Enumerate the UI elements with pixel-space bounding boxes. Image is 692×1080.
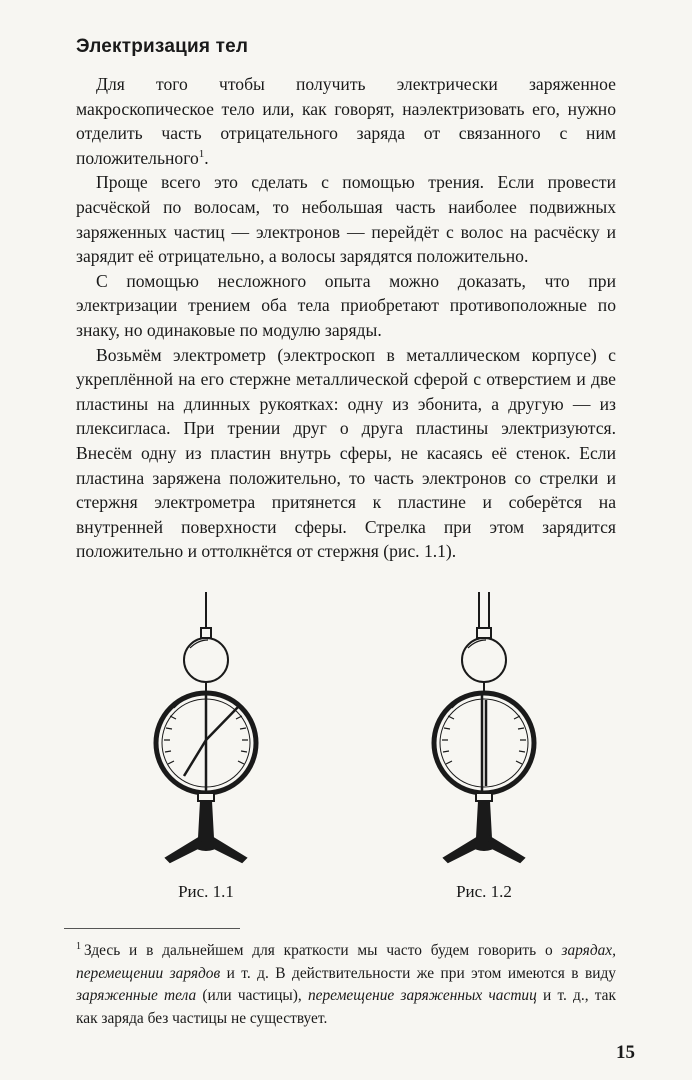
footnote-segment-6: перемещение заряженных частиц xyxy=(307,987,537,1005)
footnote-mark: 1 xyxy=(76,941,81,952)
page-number: 15 xyxy=(616,1042,635,1063)
footnote-segment-3: и т. д. В действительности же при этом имеются в виду xyxy=(220,964,616,982)
footnote-segment-1: Здесь и в дальнейшем для краткости мы часто будем говорить о xyxy=(84,942,562,960)
paragraph-2: Проще всего это сделать с помощью трения. Если провести расчёской по волосам, то небольшая часть наиболее подвижных заряженных частиц — электронов — перейдёт с волос на расчёску и зарядит её отрицательно, а волосы зарядятся положительно. xyxy=(76,172,616,267)
figure-1-2-caption: Рис. 1.2 xyxy=(456,882,512,901)
figure-1-2 xyxy=(424,588,544,888)
paragraph-4: Возьмём электрометр (электроскоп в металлическом корпусе) с укреплённой на его стержне металлической сферой с отверстием и две пластины на длинных рукоятках: одну из эбонита, а другую — из плексигласа. При трении друг о друга пластины электризуются. Внесём одну из пластин внутрь сферы, не касаясь её стенок. Если пластина заряжена положительно, то часть электронов со стрелки и стержня электрометра притянется к пластине и соберётся на внутренней поверхности сферы. Стрелка при этом зарядится положительно и оттолкнётся от стержня (рис. 1.1). xyxy=(76,344,616,562)
body-text xyxy=(76,72,616,564)
footnote-segment-7: и т. д., так как заряда без частицы не существует. xyxy=(76,987,616,1027)
paragraph-1: Для того чтобы получить электрически заряженное макроскопическое тело или, как говорят, наэлектризовать его, нужно отделить часть отрицательного заряда от связанного с ним положительного$^1$. xyxy=(76,74,616,168)
figure-1-1 xyxy=(146,588,266,888)
footnote-divider xyxy=(64,928,240,929)
footnote-segment-5: (или частицы), xyxy=(196,987,308,1005)
footnote xyxy=(76,936,616,1030)
footnote-reference[interactable]: 1 xyxy=(198,147,205,160)
footnote-segment-2: зарядах, перемещении зарядов xyxy=(76,942,616,982)
footnote-segment-4: заряженные тела xyxy=(76,987,197,1005)
paragraph-3: С помощью несложного опыта можно доказать, что при электризации трением оба тела приобретают противоположные по знаку, но одинаковые по модулю заряды. xyxy=(76,270,616,340)
figure-1-1-caption: Рис. 1.1 xyxy=(178,882,234,901)
electrometer-neutral-illustration xyxy=(424,588,544,878)
section-heading: Электризация тел xyxy=(76,36,249,57)
paragraph-1-text: Для того чтобы получить электрически заряженное макроскопическое тело или, как говорят, наэлектризовать его, нужно отделить часть отрицательного заряда от связанного с ним положительного xyxy=(76,74,616,168)
electrometer-deflected-illustration xyxy=(146,588,266,878)
